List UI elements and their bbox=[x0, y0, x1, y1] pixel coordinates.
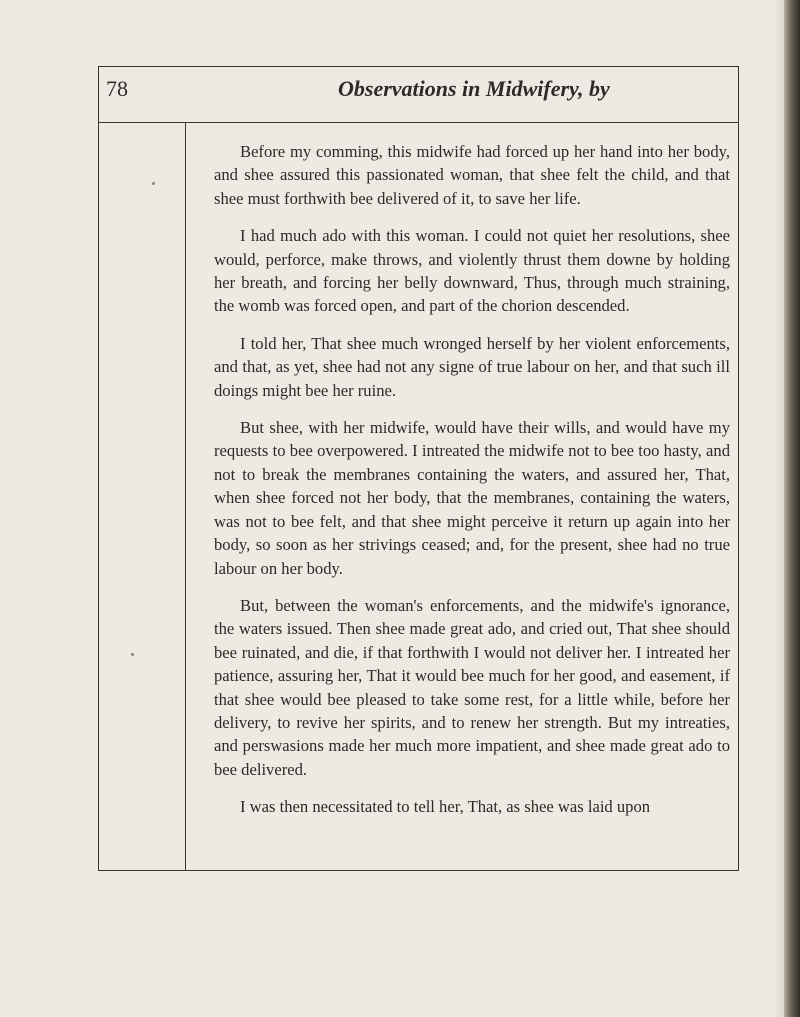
page-header bbox=[98, 70, 738, 120]
margin-column-rule bbox=[185, 122, 186, 871]
paragraph: Before my comming, this midwife had forced up her hand into her body, and shee assured this passionated woman, that shee felt the child, and that shee must forthwith bee delivered of it, to save her life. bbox=[214, 142, 730, 208]
body-text bbox=[214, 140, 730, 819]
paragraph: I told her, That shee much wronged herself by her violent enforcements, and that, as yet, shee had not any signe of true labour on her, and that such ill doings might bee her ruine. bbox=[214, 333, 730, 400]
running-head: Observations in Midwifery, by bbox=[338, 76, 610, 101]
left-outer-rule bbox=[98, 66, 99, 871]
book-binding-edge bbox=[784, 0, 800, 1017]
right-outer-rule bbox=[738, 66, 739, 871]
paragraph: I had much ado with this woman. I could not quiet her resolutions, shee would, perforce, make throws, and violently thrust them downe by holding her breath, and forcing her belly downward, Thus, through much straining, the womb was forced open, and part of the chorion descended. bbox=[214, 226, 730, 316]
bottom-rule bbox=[98, 870, 738, 871]
paragraph: But shee, with her midwife, would have their wills, and would have my requests to bee overpowered. I intreated the midwife not to bee too hasty, and not to break the membranes containing the waters, and assured her, That, when shee forced not her body, that the membranes, containing the waters, was not to bee felt, and that shee might perceive it return up again into her body, so soon as her strivings ceased; and, for the present, shee had no true labour on her body. bbox=[214, 418, 730, 578]
page-number: 78 bbox=[106, 76, 128, 101]
paragraph: I was then necessitated to tell her, That, as shee was laid upon bbox=[240, 797, 651, 817]
paper-speck bbox=[131, 653, 134, 656]
top-rule bbox=[98, 66, 738, 67]
header-rule bbox=[98, 122, 738, 123]
paper-speck bbox=[152, 182, 155, 185]
paragraph: But, between the woman's enforcements, and the midwife's ignorance, the waters issued. Then shee made great ado, and cried out, That shee should bee ruinated, and die, if that forthwith I would not deliver her. I intreated her patience, assuring her, That it would bee much for her good, and easement, if that shee would bee pleased to take some rest, for a little while, before her delivery, to revive her spirits, and to renew her strength. But my intreaties, and perswasions made her much more impatient, and shee made great ado to bee delivered. bbox=[214, 595, 730, 779]
binding-shadow bbox=[774, 0, 784, 1017]
